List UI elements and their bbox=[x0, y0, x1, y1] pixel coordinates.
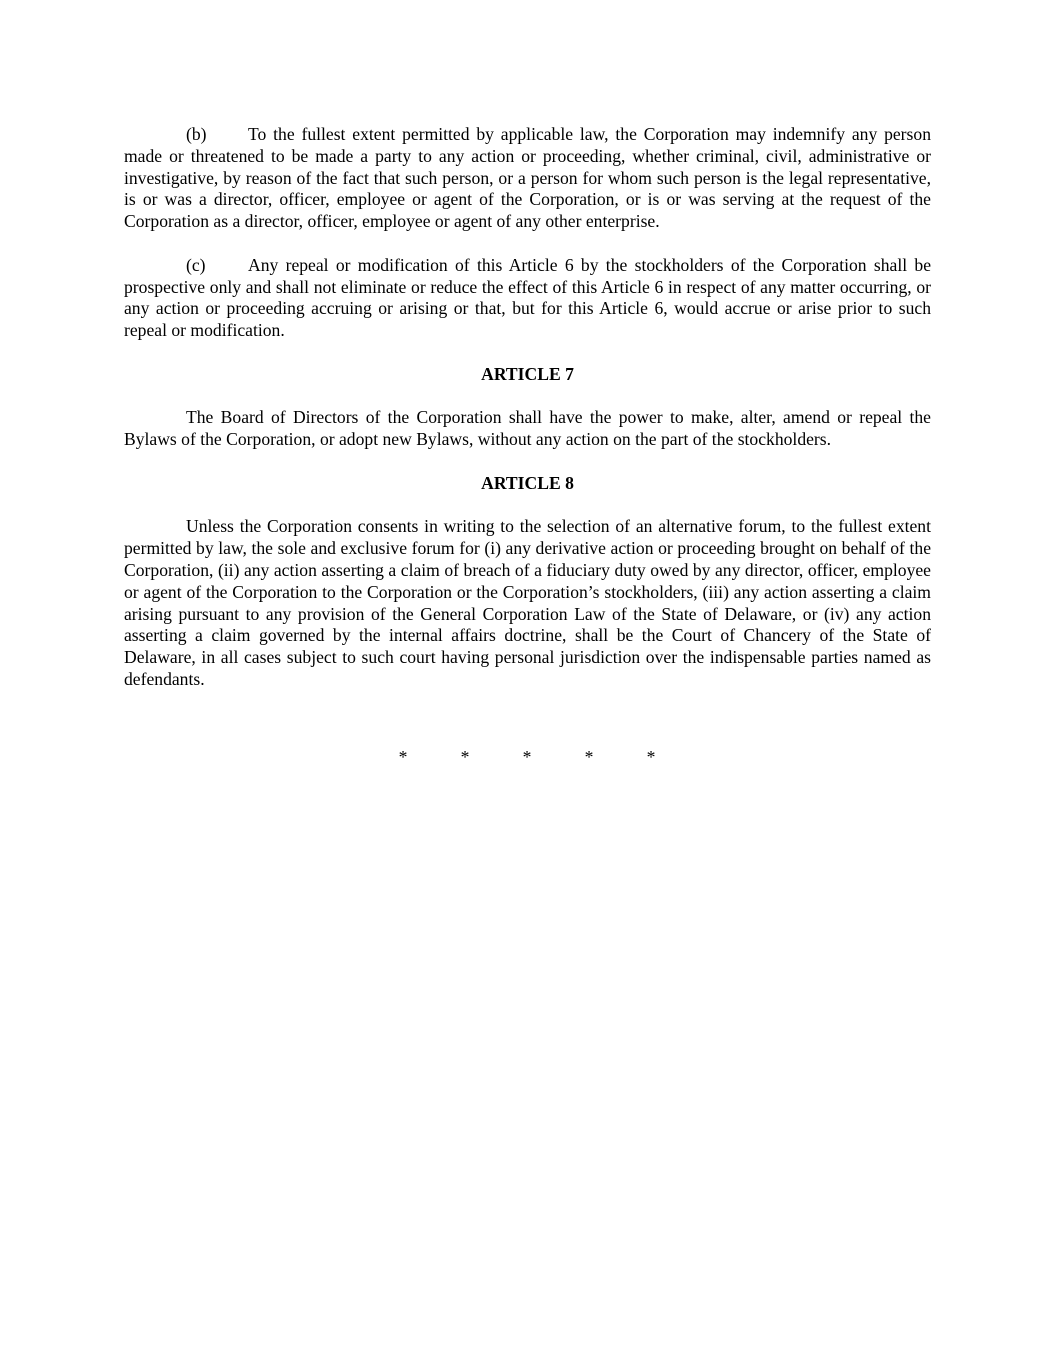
end-mark: * bbox=[646, 747, 656, 767]
paragraph-b-label: (b) bbox=[186, 124, 207, 144]
article-8-heading: ARTICLE 8 bbox=[481, 472, 574, 493]
paragraph-c-text: Any repeal or modification of this Article 6 by the stockholders of the Corporation shall be prospective only and shall not eliminate or reduce the effect of this Article 6 in respect of any matter occurring, or any action or proceeding accruing or arising or that, but for this Article 6, would accrue or arise prior to such repeal or modification. bbox=[124, 254, 931, 341]
paragraph-c-label: (c) bbox=[186, 254, 206, 275]
end-of-document-marks bbox=[380, 747, 680, 771]
article-7-heading: ARTICLE 7 bbox=[481, 363, 574, 384]
article-7-text: The Board of Directors of the Corporation shall have the power to make, alter, amend or repeal the Bylaws of the Corporation, or adopt new Bylaws, without any action on the part of the stockholders. bbox=[124, 407, 931, 450]
end-mark: * bbox=[460, 747, 470, 767]
article-8-text: Unless the Corporation consents in writing to the selection of an alternative forum, to the fullest extent permitted by law, the sole and exclusive forum for (i) any derivative action or proceeding brought on behalf of the Corporation, (ii) any action asserting a claim of breach of a fiduciary duty owed by any director, officer, employee or agent of the Corporation to the Corporation or the Corporation’s stockholders, (iii) any action asserting a claim arising pursuant to any provision of the General Corporation Law of the State of Delaware, or (iv) any action asserting a claim governed by the internal affairs doctrine, shall be the Court of Chancery of the State of Delaware, in all cases subject to such court having personal jurisdiction over the indispensable parties named as defendants. bbox=[124, 516, 931, 689]
paragraph-b-text: To the fullest extent permitted by applicable law, the Corporation may indemnify any person made or threatened to be made a party to any action or proceeding, whether criminal, civil, administrative or investigative, by reason of the fact that such person, or a person for whom such person is the legal representative, is or was a director, officer, employee or agent of the Corporation, or is or was serving at the request of the Corporation as a director, officer, employee or agent of any other enterprise. bbox=[124, 124, 931, 232]
document-page bbox=[124, 124, 931, 713]
end-mark: * bbox=[584, 747, 594, 767]
end-mark: * bbox=[398, 747, 408, 767]
end-mark: * bbox=[522, 747, 532, 767]
paragraph-c bbox=[124, 255, 931, 342]
paragraph-b bbox=[124, 124, 931, 233]
